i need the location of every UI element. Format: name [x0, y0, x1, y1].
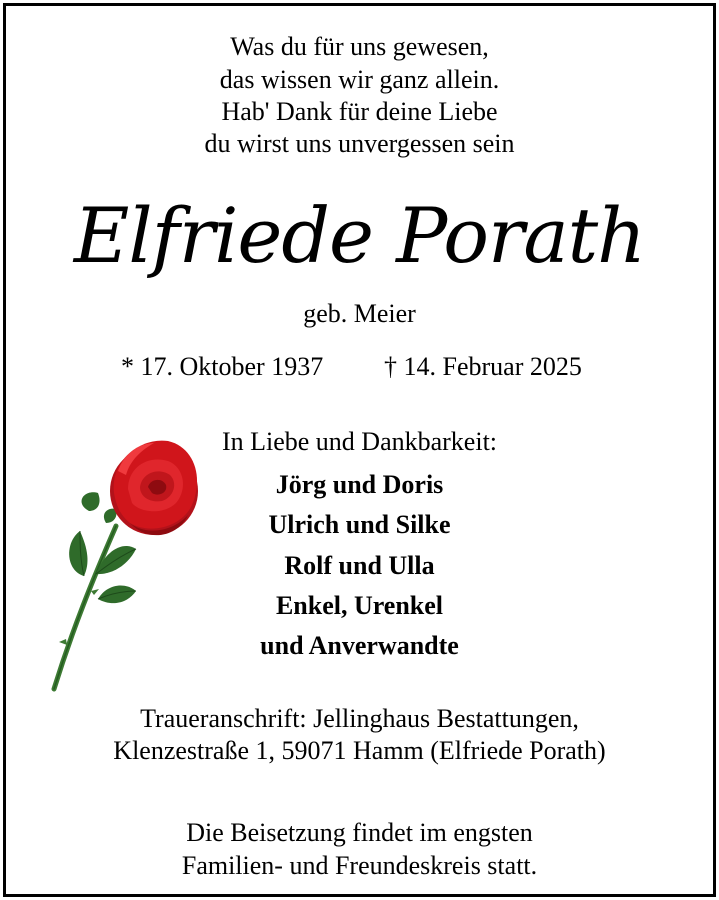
mourner-line-5: und Anverwandte — [260, 631, 459, 660]
burial-note-line-1: Die Beisetzung findet im engsten — [186, 818, 533, 847]
maiden-name: geb. Meier — [303, 299, 416, 328]
burial-note-line-2: Familien- und Freundeskreis statt. — [181, 851, 538, 880]
poem-line-1: Was du für uns gewesen, — [230, 32, 489, 61]
poem-line-4: du wirst uns unvergessen sein — [204, 129, 515, 158]
mourners-intro: In Liebe und Dankbarkeit: — [221, 427, 498, 456]
birth-date: * 17. Oktober 1937 — [121, 352, 324, 381]
mourner-line-3: Rolf und Ulla — [284, 551, 435, 580]
mourner-line-1: Jörg und Doris — [275, 470, 444, 499]
poem-line-2: das wissen wir ganz allein. — [219, 65, 500, 94]
address-line-1: Traueranschrift: Jellinghaus Bestattungen, — [140, 704, 579, 733]
deceased-name: Elfriede Porath — [73, 191, 646, 280]
death-date: † 14. Februar 2025 — [384, 352, 582, 381]
address-line-2: Klenzestraße 1, 59071 Hamm (Elfriede Porath) — [113, 736, 606, 765]
mourner-line-4: Enkel, Urenkel — [275, 591, 444, 620]
poem-line-3: Hab' Dank für deine Liebe — [221, 97, 498, 126]
mourner-line-2: Ulrich und Silke — [268, 510, 451, 539]
obituary-notice — [3, 3, 716, 897]
